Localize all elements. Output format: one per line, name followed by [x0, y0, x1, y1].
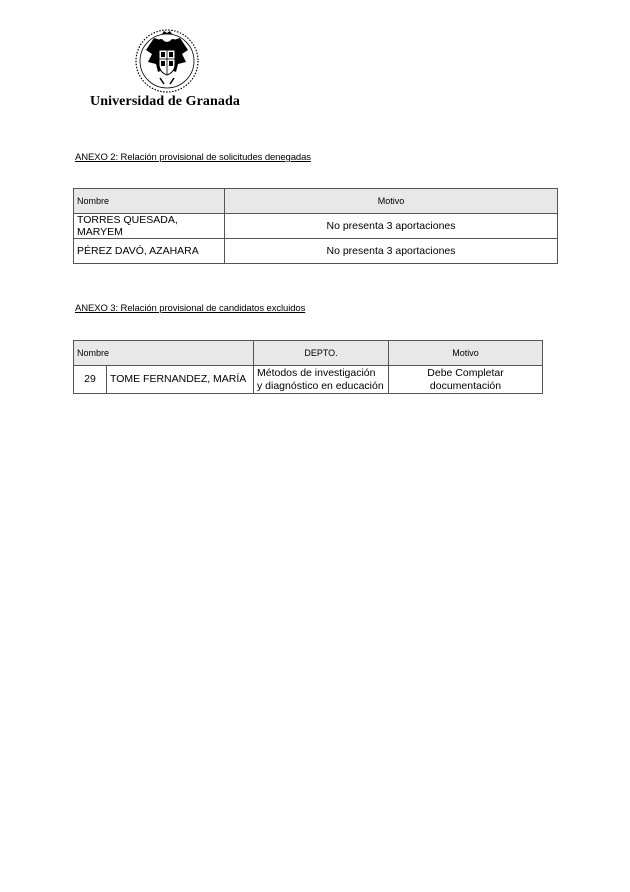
table-row — [74, 366, 543, 394]
table-row — [74, 214, 558, 239]
candidate-name: TOME FERNANDEZ, MARÍA — [107, 366, 254, 394]
denial-reason: No presenta 3 aportaciones — [225, 239, 558, 264]
column-header-name: Nombre — [74, 189, 225, 214]
column-header-reason: Motivo — [389, 341, 543, 366]
annex3-title: ANEXO 3: Relación provisional de candidatos excluidos — [75, 303, 306, 314]
excluded-candidates-table — [73, 340, 543, 394]
denied-applications-table — [73, 188, 558, 264]
column-header-name: Nombre — [74, 341, 254, 366]
applicant-name: TORRES QUESADA, MARYEM — [74, 214, 225, 239]
column-header-dept: DEPTO. — [254, 341, 389, 366]
department-line-1: Métodos de investigación — [257, 366, 376, 379]
reason-line-2: documentación — [429, 379, 502, 392]
annex2-title: ANEXO 2: Relación provisional de solicitudes denegadas — [75, 152, 311, 163]
candidate-number: 29 — [74, 366, 107, 394]
reason-line-1: Debe Completar — [427, 366, 504, 379]
table-header-row — [74, 189, 558, 214]
denial-reason: No presenta 3 aportaciones — [225, 214, 558, 239]
candidate-department — [254, 366, 389, 394]
exclusion-reason — [389, 366, 543, 394]
university-name: Universidad de Granada — [90, 94, 240, 109]
department-line-2: y diagnóstico en educación — [257, 379, 384, 392]
university-coat-of-arms-icon — [134, 28, 200, 94]
table-row — [74, 239, 558, 264]
applicant-name: PÉREZ DAVÓ, AZAHARA — [74, 239, 225, 264]
column-header-reason: Motivo — [225, 189, 558, 214]
table-header-row — [74, 341, 543, 366]
